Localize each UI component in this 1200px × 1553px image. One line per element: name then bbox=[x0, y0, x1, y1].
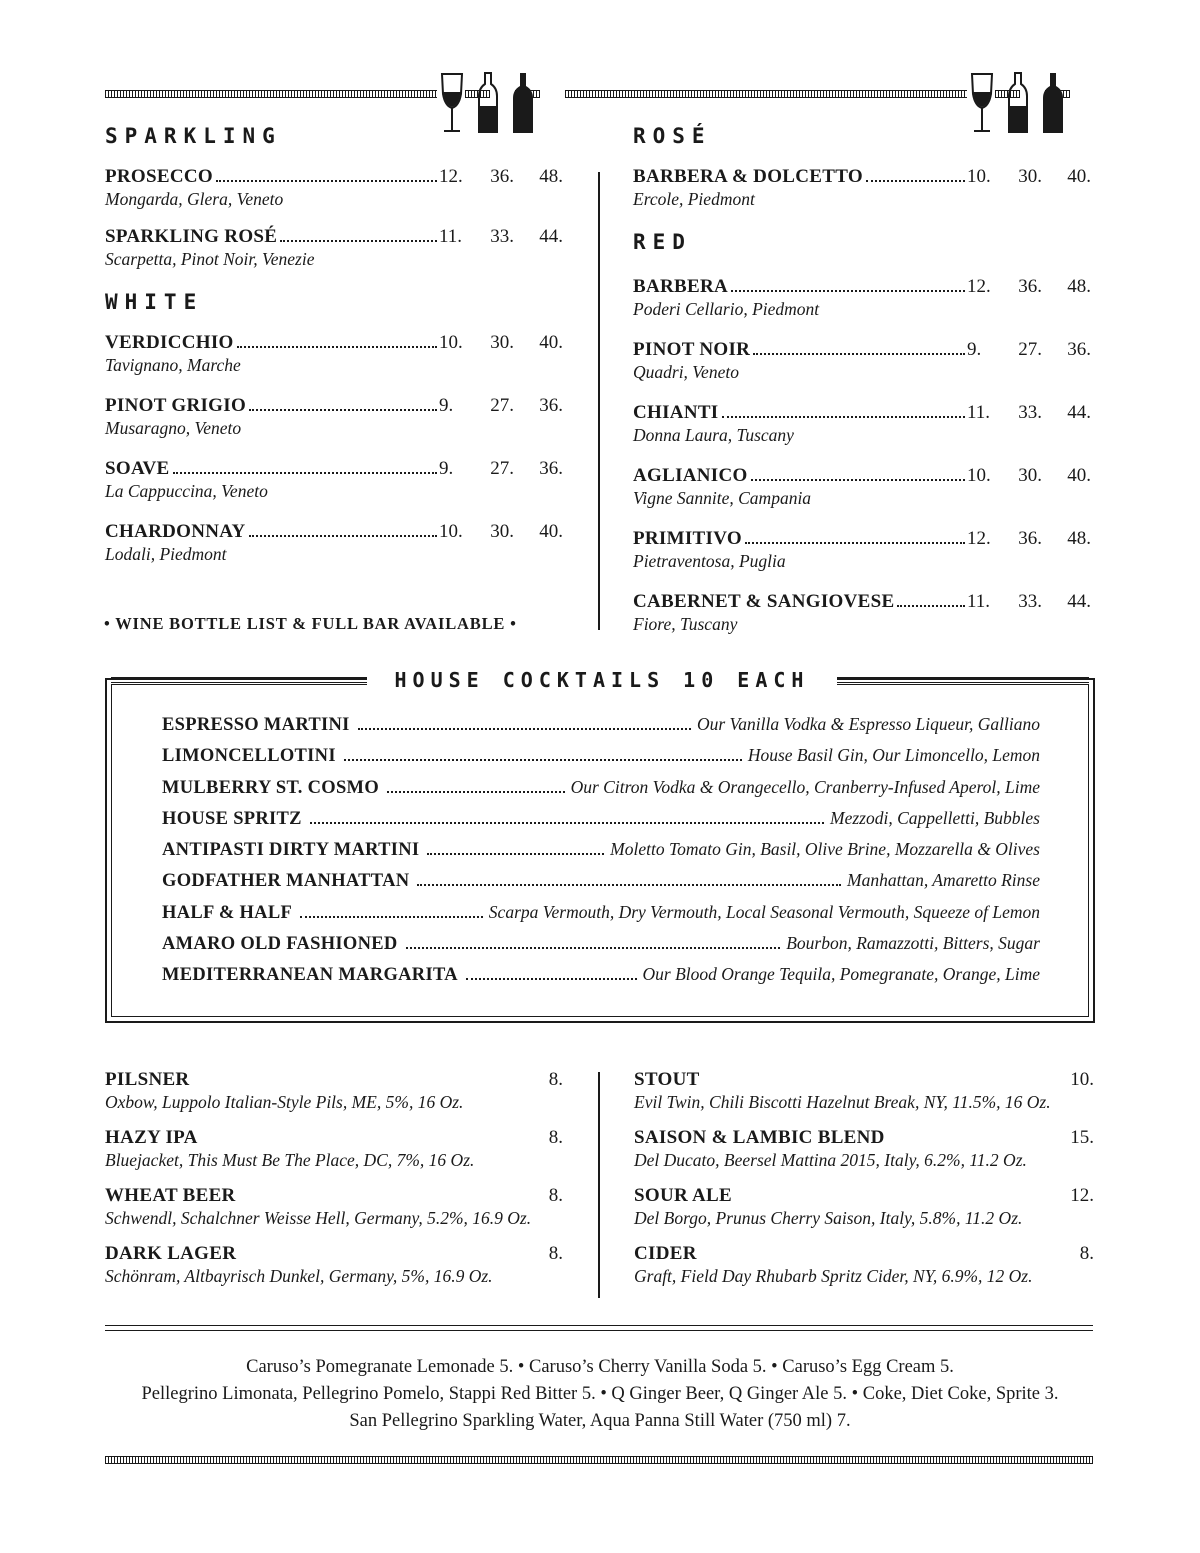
wine-desc: Mongarda, Glera, Veneto bbox=[105, 189, 284, 209]
cocktail-row bbox=[162, 777, 1040, 808]
wine-desc: Tavignano, Marche bbox=[105, 355, 241, 375]
cocktail-name: ANTIPASTI DIRTY MARTINI bbox=[162, 840, 420, 861]
leader-dots bbox=[731, 290, 965, 292]
price-bottle: 44. bbox=[1067, 402, 1091, 423]
wine-item bbox=[105, 458, 563, 502]
wine-desc: Fiore, Tuscany bbox=[633, 614, 738, 634]
wine-item bbox=[105, 521, 563, 565]
section-heading-white: WHITE bbox=[105, 290, 204, 314]
beer-desc: Del Ducato, Beersel Mattina 2015, Italy, 6.2%, 11.2 Oz. bbox=[634, 1150, 1027, 1170]
cocktails-title: HOUSE COCKTAILS 10 EACH bbox=[367, 666, 837, 694]
wine-desc: Musaragno, Veneto bbox=[105, 418, 242, 438]
beer-desc: Schönram, Altbayrisch Dunkel, Germany, 5%, 16.9 Oz. bbox=[105, 1266, 493, 1286]
cocktail-row bbox=[162, 933, 1040, 964]
leader-dots bbox=[417, 884, 841, 886]
title-rule-right bbox=[835, 677, 1089, 683]
wine-desc: Poderi Cellario, Piedmont bbox=[633, 299, 820, 319]
wine-note: • WINE BOTTLE LIST & FULL BAR AVAILABLE • bbox=[104, 614, 517, 633]
leader-dots bbox=[216, 180, 437, 182]
price-carafe: 36. bbox=[1018, 528, 1042, 549]
price-carafe: 36. bbox=[1018, 276, 1042, 297]
beer-price: 15. bbox=[1070, 1127, 1094, 1148]
leader-dots bbox=[300, 916, 483, 918]
leader-dots bbox=[427, 853, 604, 855]
wine-name: SOAVE bbox=[105, 458, 170, 479]
top-rule-right bbox=[565, 90, 967, 98]
leader-dots bbox=[358, 728, 691, 730]
beer-name: STOUT bbox=[634, 1069, 700, 1090]
non-alcoholic-list bbox=[100, 1354, 1100, 1435]
beer-price: 8. bbox=[548, 1243, 563, 1264]
wine-name: PRIMITIVO bbox=[633, 528, 742, 549]
cocktail-row bbox=[162, 745, 1040, 776]
title-rule-left bbox=[111, 677, 369, 683]
wine-item bbox=[633, 591, 1091, 635]
cocktail-list bbox=[162, 714, 1040, 996]
price-carafe: 30. bbox=[1018, 465, 1042, 486]
section-heading-rose: ROSÉ bbox=[633, 124, 712, 148]
cocktail-desc: Mezzodi, Cappelletti, Bubbles bbox=[830, 807, 1040, 828]
wine-item bbox=[633, 166, 1091, 210]
price-carafe: 30. bbox=[1018, 166, 1042, 187]
beer-name: SAISON & LAMBIC BLEND bbox=[634, 1127, 885, 1148]
section-heading-red: RED bbox=[633, 230, 692, 254]
price-glass: 10. bbox=[967, 465, 991, 486]
cocktail-row bbox=[162, 964, 1040, 995]
wine-item bbox=[105, 226, 563, 270]
cocktail-name: LIMONCELLOTINI bbox=[162, 746, 336, 767]
leader-dots bbox=[897, 605, 965, 607]
beer-price: 10. bbox=[1070, 1069, 1094, 1090]
leader-dots bbox=[745, 542, 965, 544]
price-bottle: 36. bbox=[539, 395, 563, 416]
wine-desc: Vigne Sannite, Campania bbox=[633, 488, 812, 508]
price-carafe: 30. bbox=[490, 521, 514, 542]
wine-desc: La Cappuccina, Veneto bbox=[105, 481, 268, 501]
wine-name: VERDICCHIO bbox=[105, 332, 234, 353]
price-carafe: 33. bbox=[1018, 402, 1042, 423]
price-glass: 9. bbox=[967, 339, 982, 360]
beer-price: 8. bbox=[548, 1185, 563, 1206]
price-carafe: 33. bbox=[1018, 591, 1042, 612]
price-glass: 12. bbox=[967, 276, 991, 297]
leader-dots bbox=[310, 822, 824, 824]
cocktail-desc: Moletto Tomato Gin, Basil, Olive Brine, Mozzarella & Olives bbox=[610, 839, 1040, 860]
cocktail-name: ESPRESSO MARTINI bbox=[162, 715, 350, 735]
wine-column-divider bbox=[598, 172, 600, 630]
price-carafe: 33. bbox=[490, 226, 514, 247]
price-bottle: 48. bbox=[539, 166, 563, 187]
beer-left-column bbox=[105, 1069, 563, 1301]
price-bottle: 40. bbox=[1067, 465, 1091, 486]
leader-dots bbox=[280, 240, 437, 242]
wine-desc: Pietraventosa, Puglia bbox=[633, 551, 786, 571]
leader-dots bbox=[387, 791, 565, 793]
cocktail-desc: Our Blood Orange Tequila, Pomegranate, Orange, Lime bbox=[642, 964, 1040, 985]
wine-desc: Ercole, Piedmont bbox=[633, 189, 755, 209]
price-glass: 11. bbox=[439, 226, 463, 247]
cocktail-name: MULBERRY ST. COSMO bbox=[162, 777, 380, 798]
wine-desc: Quadri, Veneto bbox=[633, 362, 739, 382]
wine-name: SPARKLING ROSÉ bbox=[105, 226, 278, 247]
beer-name: DARK LAGER bbox=[105, 1243, 237, 1264]
wine-name: CHARDONNAY bbox=[105, 521, 246, 542]
beer-desc: Evil Twin, Chili Biscotti Hazelnut Break, NY, 11.5%, 16 Oz. bbox=[634, 1092, 1051, 1112]
leader-dots bbox=[249, 409, 437, 411]
price-bottle: 40. bbox=[539, 521, 563, 542]
leader-dots bbox=[406, 947, 781, 949]
leader-dots bbox=[249, 535, 437, 537]
price-carafe: 27. bbox=[490, 395, 514, 416]
wine-item bbox=[105, 395, 563, 439]
cocktail-name: GODFATHER MANHATTAN bbox=[162, 871, 410, 892]
price-glass: 11. bbox=[967, 402, 991, 423]
price-glass: 10. bbox=[439, 521, 463, 542]
wine-item bbox=[633, 528, 1091, 572]
cocktail-row bbox=[162, 839, 1040, 870]
section-heading-sparkling: SPARKLING bbox=[105, 124, 282, 148]
wine-item bbox=[633, 465, 1091, 509]
wine-name: BARBERA bbox=[633, 276, 729, 297]
beer-desc: Graft, Field Day Rhubarb Spritz Cider, NY, 6.9%, 12 Oz. bbox=[634, 1266, 1033, 1286]
footer-line: San Pellegrino Sparkling Water, Aqua Panna Still Water (750 ml) 7. bbox=[349, 1411, 851, 1431]
price-carafe: 30. bbox=[490, 332, 514, 353]
beer-item bbox=[105, 1127, 563, 1171]
wine-right-column bbox=[633, 124, 1091, 651]
price-glass: 10. bbox=[967, 166, 991, 187]
price-bottle: 40. bbox=[539, 332, 563, 353]
cocktail-row bbox=[162, 870, 1040, 901]
price-bottle: 48. bbox=[1067, 276, 1091, 297]
wine-desc: Donna Laura, Tuscany bbox=[633, 425, 794, 445]
beer-item bbox=[634, 1185, 1094, 1229]
cocktails-box bbox=[105, 668, 1095, 1023]
price-glass: 9. bbox=[439, 395, 454, 416]
leader-dots bbox=[866, 180, 965, 182]
leader-dots bbox=[751, 479, 965, 481]
wine-item bbox=[633, 339, 1091, 383]
cocktail-desc: Manhattan, Amaretto Rinse bbox=[847, 870, 1040, 891]
price-carafe: 27. bbox=[1018, 339, 1042, 360]
leader-dots bbox=[173, 472, 437, 474]
price-bottle: 40. bbox=[1067, 166, 1091, 187]
beer-price: 8. bbox=[548, 1069, 563, 1090]
top-rule-left bbox=[105, 90, 437, 98]
price-glass: 10. bbox=[439, 332, 463, 353]
footer-top-rule bbox=[105, 1325, 1093, 1331]
wine-item bbox=[105, 332, 563, 376]
leader-dots bbox=[466, 978, 637, 980]
leader-dots bbox=[753, 353, 965, 355]
wine-name: PINOT GRIGIO bbox=[105, 395, 247, 416]
cocktail-row bbox=[162, 902, 1040, 933]
beer-name: WHEAT BEER bbox=[105, 1185, 236, 1206]
cocktail-row bbox=[162, 808, 1040, 839]
beer-right-column bbox=[634, 1069, 1094, 1301]
wine-item bbox=[105, 166, 563, 210]
footer-line: Pellegrino Limonata, Pellegrino Pomelo, Stappi Red Bitter 5. • Q Ginger Beer, Q Ginger Ale 5. • Coke, Diet Coke, Sprite 3. bbox=[141, 1384, 1059, 1404]
price-bottle: 48. bbox=[1067, 528, 1091, 549]
wine-name: CHIANTI bbox=[633, 402, 719, 423]
wine-desc: Lodali, Piedmont bbox=[105, 544, 227, 564]
wine-item bbox=[633, 402, 1091, 446]
cocktail-name: MEDITERRANEAN MARGARITA bbox=[162, 965, 458, 986]
cocktail-name: HOUSE SPRITZ bbox=[162, 808, 302, 829]
beer-price: 12. bbox=[1070, 1185, 1094, 1206]
beer-item bbox=[105, 1243, 563, 1287]
cocktail-desc: Our Citron Vodka & Orangecello, Cranberry-Infused Aperol, Lime bbox=[570, 776, 1040, 797]
beer-price: 8. bbox=[548, 1127, 563, 1148]
price-glass: 12. bbox=[967, 528, 991, 549]
price-bottle: 36. bbox=[539, 458, 563, 479]
footer-bottom-rule bbox=[105, 1456, 1093, 1464]
beer-item bbox=[634, 1243, 1094, 1287]
price-glass: 9. bbox=[439, 458, 454, 479]
price-glass: 11. bbox=[967, 591, 991, 612]
leader-dots bbox=[722, 416, 965, 418]
footer-line: Caruso’s Pomegranate Lemonade 5. • Caruso’s Cherry Vanilla Soda 5. • Caruso’s Egg Cream 5. bbox=[246, 1357, 954, 1377]
beer-name: HAZY IPA bbox=[105, 1127, 198, 1148]
beer-desc: Del Borgo, Prunus Cherry Saison, Italy, 5.8%, 11.2 Oz. bbox=[634, 1208, 1023, 1228]
beer-name: PILSNER bbox=[105, 1069, 190, 1090]
beer-price: 8. bbox=[1079, 1243, 1094, 1264]
wine-left-column bbox=[105, 124, 563, 581]
price-bottle: 36. bbox=[1067, 339, 1091, 360]
cocktail-name: AMARO OLD FASHIONED bbox=[162, 934, 398, 955]
cocktail-row bbox=[162, 714, 1040, 745]
wine-name: PINOT NOIR bbox=[633, 339, 751, 360]
leader-dots bbox=[344, 759, 742, 761]
beer-item bbox=[105, 1185, 563, 1229]
beer-item bbox=[634, 1127, 1094, 1171]
cocktail-desc: Scarpa Vermouth, Dry Vermouth, Local Seasonal Vermouth, Squeeze of Lemon bbox=[488, 901, 1040, 922]
wine-name: BARBERA & DOLCETTO bbox=[633, 166, 863, 187]
wine-item bbox=[633, 276, 1091, 320]
beer-column-divider bbox=[598, 1072, 600, 1298]
wine-name: AGLIANICO bbox=[633, 465, 748, 486]
cocktail-name: HALF & HALF bbox=[162, 902, 293, 923]
price-bottle: 44. bbox=[539, 226, 563, 247]
beer-desc: Bluejacket, This Must Be The Place, DC, 7%, 16 Oz. bbox=[105, 1150, 475, 1170]
cocktail-desc: Bourbon, Ramazzotti, Bitters, Sugar bbox=[786, 933, 1040, 954]
cocktail-desc: Our Vanilla Vodka & Espresso Liqueur, Galliano bbox=[696, 714, 1040, 734]
wine-desc: Scarpetta, Pinot Noir, Venezie bbox=[105, 249, 315, 269]
price-carafe: 36. bbox=[490, 166, 514, 187]
beer-item bbox=[634, 1069, 1094, 1113]
leader-dots bbox=[237, 346, 437, 348]
wine-name: CABERNET & SANGIOVESE bbox=[633, 591, 895, 612]
wine-name: PROSECCO bbox=[105, 166, 213, 187]
price-carafe: 27. bbox=[490, 458, 514, 479]
beer-name: SOUR ALE bbox=[634, 1185, 732, 1206]
price-bottle: 44. bbox=[1067, 591, 1091, 612]
price-glass: 12. bbox=[439, 166, 463, 187]
beer-desc: Schwendl, Schalchner Weisse Hell, Germany, 5.2%, 16.9 Oz. bbox=[105, 1208, 532, 1228]
beer-name: CIDER bbox=[634, 1243, 697, 1264]
beer-desc: Oxbow, Luppolo Italian-Style Pils, ME, 5%, 16 Oz. bbox=[105, 1092, 464, 1112]
beer-item bbox=[105, 1069, 563, 1113]
cocktail-desc: House Basil Gin, Our Limoncello, Lemon bbox=[747, 745, 1040, 766]
